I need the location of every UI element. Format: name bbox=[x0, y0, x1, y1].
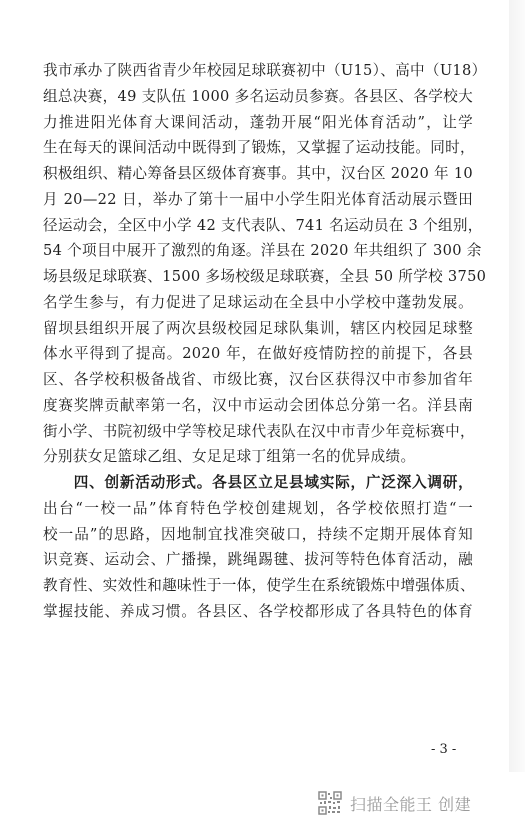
text-line: 分别获女足篮球乙组、女足足球丁组第一名的优异成绩。 bbox=[43, 448, 416, 466]
text-line: 街小学、书院初级中学等校足球代表队在汉中市青少年竞标赛中， bbox=[43, 422, 475, 440]
text-line: 区、各学校积极备战省、市级比赛，汉台区获得汉中市参加省年 bbox=[43, 371, 473, 388]
section-heading-line: 四、创新活动形式。各县区立足县域实际，广泛深入调研， bbox=[43, 474, 473, 491]
text-line: 体水平得到了提高。2020 年，在做好疫情防控的前提下，各县 bbox=[43, 345, 473, 363]
text-line: 出台“一校一品”体育特色学校创建规划，各学校依照打造“一 bbox=[43, 499, 473, 517]
text-line: 54 个项目中展开了激烈的角逐。洋县在 2020 年共组织了 300 余 bbox=[43, 242, 482, 260]
document-body bbox=[43, 58, 487, 625]
text-line: 教育性、实效性和趣味性于一体，使学生在系统锻炼中增强体质、 bbox=[43, 577, 475, 594]
qr-code-icon bbox=[318, 791, 342, 815]
watermark-text: 扫描全能王 创建 bbox=[350, 794, 472, 814]
text-line: 积极组织、精心筹备县区级体育赛事。其中，汉台区 2020 年 10 bbox=[43, 165, 473, 182]
paper-edge-shadow bbox=[509, 0, 525, 772]
scanner-watermark bbox=[318, 790, 471, 816]
text-line: 月 20—22 日，举办了第十一届中小学生阳光体育活动展示暨田 bbox=[43, 190, 473, 208]
text-line: 我市承办了陕西省青少年校园足球联赛初中（U15）、高中（U18） bbox=[43, 62, 487, 79]
text-line: 度赛奖牌贡献率第一名，汉中市运动会团体总分第一名。洋县南 bbox=[43, 396, 473, 414]
text-line: 校一品”的思路，因地制宜找准突破口，持续不定期开展体育知 bbox=[43, 525, 473, 543]
text-line: 识竞赛、运动会、广播操，跳绳踢毽、拔河等特色体育活动，融 bbox=[43, 551, 473, 569]
text-line: 场县级足球联赛、1500 多场校级足球联赛，全县 50 所学校 3750 bbox=[43, 268, 487, 285]
text-line: 力推进阳光体育大课间活动，蓬勃开展“阳光体育活动”，让学 bbox=[43, 113, 473, 131]
text-line: 留坝县组织开展了两次县级校园足球队集训，辖区内校园足球整 bbox=[43, 319, 473, 337]
text-line: 组总决赛，49 支队伍 1000 多名运动员参赛。各县区、各学校大 bbox=[43, 87, 473, 105]
text-line: 名学生参与，有力促进了足球运动在全县中小学校中蓬勃发展。 bbox=[43, 293, 473, 311]
text-line: 生在每天的课间活动中既得到了锻炼，又掌握了运动技能。同时， bbox=[43, 139, 475, 157]
text-line: 掌握技能、养成习惯。各县区、各学校都形成了各具特色的体育 bbox=[43, 602, 473, 620]
text-line: 径运动会，全区中小学 42 支代表队、741 名运动员在 3 个组别， bbox=[43, 216, 483, 234]
page-number: - 3 - bbox=[431, 742, 457, 757]
